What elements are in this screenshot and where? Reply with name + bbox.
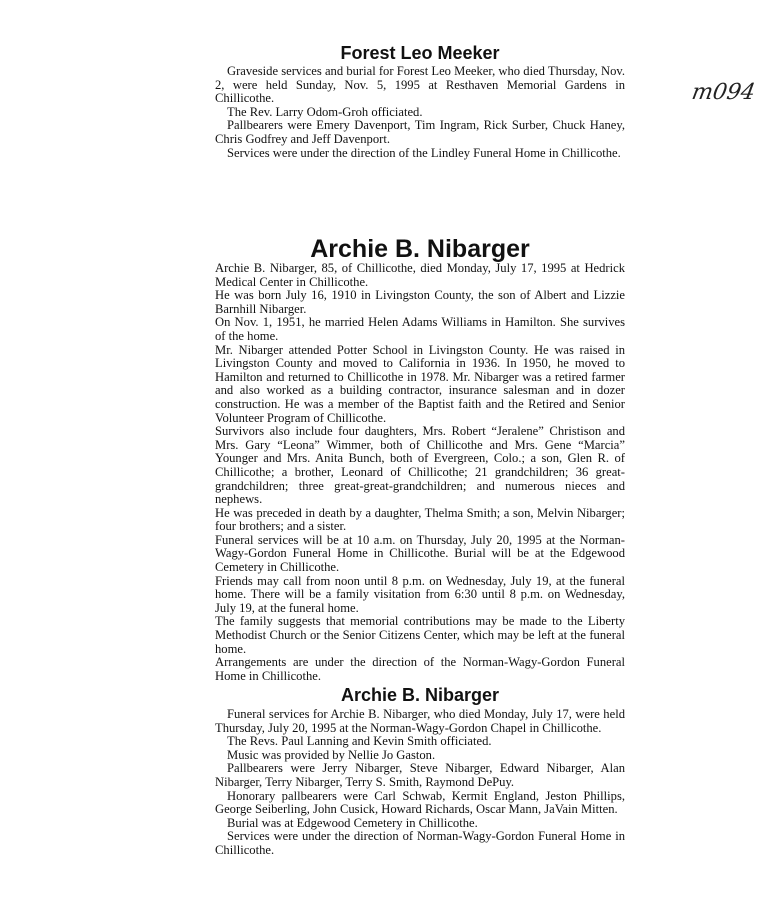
- paragraph: He was born July 16, 1910 in Livingston County, the son of Albert and Lizzie Barnhill Nibarger.: [215, 288, 625, 316]
- paragraph: Survivors also include four daughters, Mrs. Robert “Jeralene” Christison and Mrs. Gary “Leona” Wimmer, both of Chillicothe and Mrs. Gene “Marcia” Younger and Mrs. Anita Bunch, both of Evergreen, Colo.; a son, Glen R. of Chillicothe; a brother, Leonard of Chillicothe; 21 grandchildren; 36 great-grandchildren; three great-great-grandchildren; and numerous nieces and nephews.: [215, 424, 625, 507]
- paragraph: Services were under the direction of Norman-Wagy-Gordon Funeral Home in Chillicothe.: [215, 829, 625, 857]
- paragraph: Music was provided by Nellie Jo Gaston.: [227, 747, 436, 762]
- handwritten-annotation: m094: [689, 80, 758, 105]
- obituary-title: Archie B. Nibarger: [340, 685, 500, 705]
- paragraph: Funeral services for Archie B. Nibarger, who died Monday, July 17, were held Thursday, July 20, 1995 at the Norman-Wagy-Gordon Chapel in Chillicothe.: [215, 707, 625, 735]
- obituary-title: Forest Leo Meeker: [340, 43, 500, 63]
- paragraph: Pallbearers were Emery Davenport, Tim Ingram, Rick Surber, Chuck Haney, Chris Godfrey and Jeff Davenport.: [215, 118, 625, 146]
- paragraph: On Nov. 1, 1951, he married Helen Adams Williams in Hamilton. She survives of the home.: [215, 315, 625, 343]
- paragraph: Honorary pallbearers were Carl Schwab, Kermit England, Jeston Phillips, George Seiberling, John Cusick, Howard Richards, Oscar Mann, JaVain Mitten.: [215, 788, 625, 817]
- paragraph: Burial was at Edgewood Cemetery in Chillicothe.: [227, 815, 478, 830]
- paragraph: Funeral services will be at 10 a.m. on Thursday, July 20, 1995 at the Norman-Wagy-Gordon Funeral Home in Chillicothe. Burial will be at the Edgewood Cemetery in Chillicothe.: [215, 532, 625, 575]
- paragraph: He was preceded in death by a daughter, Thelma Smith; a son, Melvin Nibarger; four brothers; and a sister.: [215, 505, 625, 534]
- paragraph: The Revs. Paul Lanning and Kevin Smith officiated.: [227, 734, 492, 749]
- paragraph: Arrangements are under the direction of the Norman-Wagy-Gordon Funeral Home in Chillicothe.: [215, 655, 625, 683]
- paragraph: Friends may call from noon until 8 p.m. on Wednesday, July 19, at the funeral home. There will be a family visitation from 6:30 until 8 p.m. on Wednesday, July 19, at the funeral home.: [215, 573, 625, 615]
- paragraph: Archie B. Nibarger, 85, of Chillicothe, died Monday, July 17, 1995 at Hedrick Medical Center in Chillicothe.: [215, 261, 625, 289]
- paragraph: The Rev. Larry Odom-Groh officiated.: [227, 104, 423, 119]
- obituary-nibarger: [215, 236, 625, 683]
- paragraph: Mr. Nibarger attended Potter School in Livingston County. He was raised in Livingston County and moved to California in 1936. In 1950, he moved to Hamilton and returned to Chillicothe in 1978. Mr. Nibarger was a retired farmer and also worked as a building contractor, insurance salesman and in dozer construction. He was a member of the Baptist faith and the Retired and Senior Volunteer Program of Chillicothe.: [215, 342, 625, 425]
- obituary-meeker: [215, 42, 625, 160]
- paragraph: Pallbearers were Jerry Nibarger, Steve Nibarger, Edward Nibarger, Alan Nibarger, Terry Nibarger, Terry S. Smith, Raymond DePuy.: [215, 761, 625, 789]
- paragraph: Services were under the direction of the Lindley Funeral Home in Chillicothe.: [227, 145, 621, 160]
- obituary-title: Archie B. Nibarger: [310, 235, 530, 263]
- paragraph: The family suggests that memorial contributions may be made to the Liberty Methodist Church or the Senior Citizens Center, which may be left at the funeral home.: [215, 614, 625, 656]
- paragraph: Graveside services and burial for Forest Leo Meeker, who died Thursday, Nov. 2, were held Sunday, Nov. 5, 1995 at Resthaven Memorial Gardens in Chillicothe.: [215, 64, 625, 106]
- obituary-nibarger-services: [215, 684, 625, 858]
